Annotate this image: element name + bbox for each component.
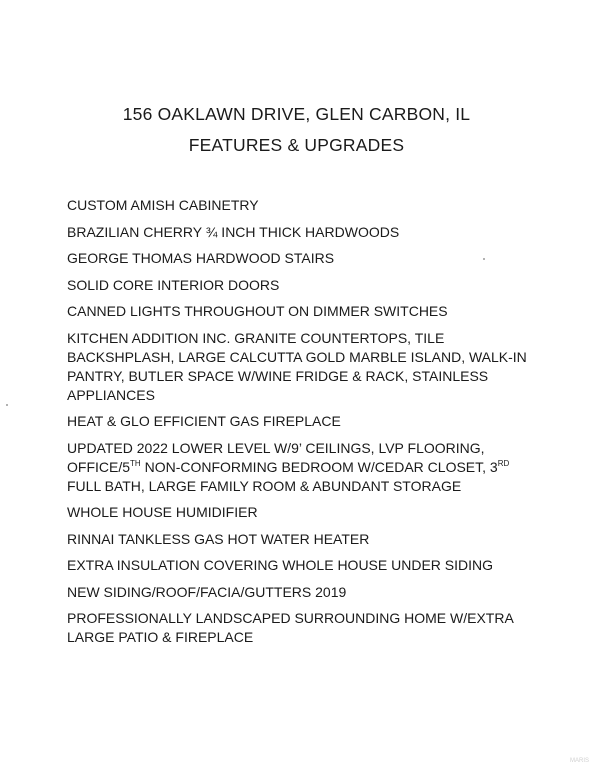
feature-item-humidifier: WHOLE HOUSE HUMIDIFIER — [67, 504, 258, 520]
feature-line: APPLIANCES — [67, 386, 155, 403]
feature-item-insulation: EXTRA INSULATION COVERING WHOLE HOUSE UNDER SIDING — [67, 557, 494, 573]
ordinal-suffix: TH — [130, 458, 141, 468]
feature-line — [67, 458, 567, 477]
document-subtitle: FEATURES & UPGRADES — [188, 135, 405, 155]
feature-item-kitchen — [67, 329, 567, 405]
feature-item-lower-level — [67, 439, 567, 496]
feature-item-doors: SOLID CORE INTERIOR DOORS — [67, 276, 280, 293]
scan-speck — [6, 404, 8, 406]
ordinal-suffix: RD — [497, 458, 510, 468]
feature-line: PROFESSIONALLY LANDSCAPED SURROUNDING HOME W/EXTRA — [67, 610, 514, 626]
feature-line: KITCHEN ADDITION INC. GRANITE COUNTERTOPS, TILE — [67, 329, 445, 346]
feature-line: PANTRY, BUTLER SPACE W/WINE FRIDGE & RACK, STAINLESS — [67, 367, 489, 384]
feature-item-cabinetry: CUSTOM AMISH CABINETRY — [67, 197, 259, 213]
feature-line: UPDATED 2022 LOWER LEVEL W/9’ CEILINGS, LVP FLOORING, — [67, 439, 485, 456]
feature-item-water-heater: RINNAI TANKLESS GAS HOT WATER HEATER — [67, 530, 370, 547]
features-list — [67, 196, 567, 655]
feature-text: NON-CONFORMING BEDROOM W/CEDAR CLOSET, 3 — [140, 458, 498, 475]
feature-item-stairs: GEORGE THOMAS HARDWOOD STAIRS — [67, 250, 335, 266]
document-title: 156 OAKLAWN DRIVE, GLEN CARBON, IL — [122, 104, 471, 124]
feature-item-fireplace: HEAT & GLO EFFICIENT GAS FIREPLACE — [67, 413, 341, 429]
feature-item-lights: CANNED LIGHTS THROUGHOUT ON DIMMER SWITCHES — [67, 303, 448, 319]
feature-line: FULL BATH, LARGE FAMILY ROOM & ABUNDANT STORAGE — [67, 477, 462, 494]
feature-item-hardwoods: BRAZILIAN CHERRY ¾ INCH THICK HARDWOODS — [67, 223, 400, 240]
feature-item-siding: NEW SIDING/ROOF/FACIA/GUTTERS 2019 — [67, 583, 347, 600]
feature-line: LARGE PATIO & FIREPLACE — [67, 629, 254, 645]
watermark: MARIS — [569, 758, 589, 764]
feature-line: BACKSHPLASH, LARGE CALCUTTA GOLD MARBLE ISLAND, WALK-IN — [67, 348, 527, 365]
scan-speck — [483, 258, 485, 260]
feature-text: OFFICE/5 — [67, 458, 131, 475]
feature-item-landscaping — [67, 609, 567, 647]
